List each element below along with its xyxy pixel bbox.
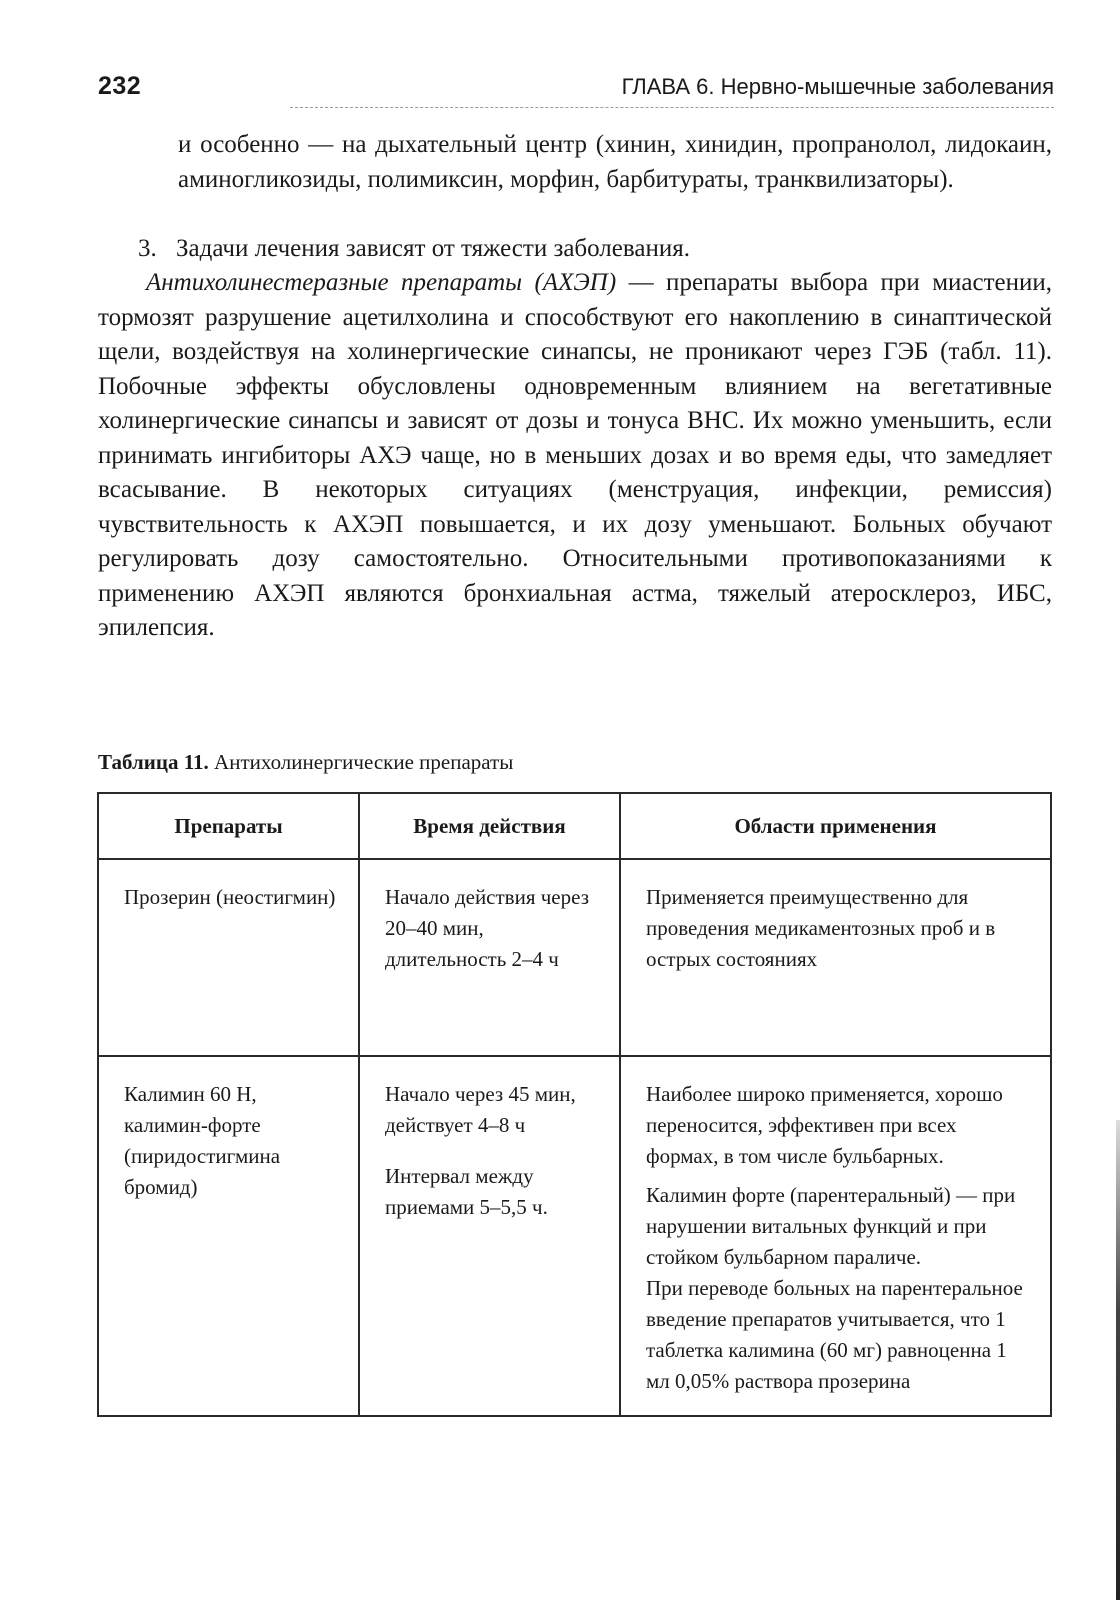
- column-header-drugs: Препараты: [98, 793, 359, 859]
- paragraph-text: — препараты выбора при миастении, тормозят разрушение ацетилхолина и способствуют его накоплению в синаптической щели, воздействуя на холинергические синапсы, не проникают через ГЭБ (табл. 11). Побочные эффекты обусловлены одновременным влиянием на вегетативные холинергические синапсы и зависят от дозы и тонуса ВНС. Их можно уменьшить, если принимать ингибиторы АХЭ чаще, но в меньших дозах и во время еды, что замедляет всасывание. В некоторых ситуациях (менструация, инфекции, ремиссия) чувствительность к АХЭП повышается, и их дозу уменьшают. Больных обучают регулировать дозу самостоятельно. Относительными противопоказаниями к применению АХЭП являются бронхиальная астма, тяжелый атеросклероз, ИБС, эпилепсия.: [98, 269, 1052, 641]
- drug-name: Прозерин (неостигмин): [124, 885, 336, 909]
- paragraph-term: Антихолинестеразные препараты (АХЭП): [146, 269, 617, 296]
- table-row: [98, 859, 1051, 1056]
- body-paragraph: [98, 266, 1052, 646]
- cell-drug: [98, 1056, 359, 1416]
- time-text: Начало действия через 20–40 мин, длительность 2–4 ч: [385, 885, 590, 971]
- cell-drug: [98, 859, 359, 1056]
- table-caption: [98, 750, 513, 775]
- page-number: 232: [98, 72, 142, 100]
- table-caption-label: Таблица 11.: [98, 750, 209, 774]
- use-text: При переводе больных на парентеральное введение препаратов учитывается, что 1 таблетка калимина (60 мг) равноценна 1 мл 0,05% раствора прозерина: [646, 1276, 1023, 1393]
- use-text: Калимин форте (парентеральный) — при нарушении витальных функций и при стойком бульбарном параличе.: [646, 1183, 1016, 1269]
- drugs-table: [97, 792, 1052, 1417]
- running-head: ГЛАВА 6. Нервно-мышечные заболевания: [621, 74, 1054, 99]
- use-text: Применяется преимущественно для проведения медикаментозных проб и в острых состояниях: [646, 885, 996, 971]
- cell-time: [359, 1056, 620, 1416]
- list-item-text: Задачи лечения зависят от тяжести заболевания.: [176, 235, 690, 262]
- interval-text: Интервал между приемами 5–5,5 ч.: [385, 1164, 548, 1219]
- use-text: Наиболее широко применяется, хорошо переносится, эффективен при всех формах, в том числе бульбарных.: [646, 1082, 1003, 1168]
- header-rule: [290, 107, 1054, 108]
- scan-edge-shadow: [1116, 1120, 1120, 1600]
- continuation-text: и особенно — на дыхательный центр (хинин, хинидин, пропранолол, лидокаин, аминогликозиды, полимиксин, морфин, барбитураты, транквилизаторы).: [178, 131, 1052, 193]
- list-item-3: [98, 232, 1052, 267]
- table-header-row: [98, 793, 1051, 859]
- cell-use: [620, 859, 1051, 1056]
- cell-time: [359, 859, 620, 1056]
- column-header-time: Время действия: [359, 793, 620, 859]
- list-item-number: 3.: [138, 235, 157, 262]
- time-text: Начало через 45 мин, действует 4–8 ч: [385, 1082, 576, 1137]
- column-header-use: Области применения: [620, 793, 1051, 859]
- table-row: [98, 1056, 1051, 1416]
- cell-use: [620, 1056, 1051, 1416]
- drug-name: Калимин 60 Н, калимин-форте (пиридостигмина бромид): [124, 1082, 281, 1199]
- table-caption-text: Антихолинергические препараты: [208, 750, 514, 774]
